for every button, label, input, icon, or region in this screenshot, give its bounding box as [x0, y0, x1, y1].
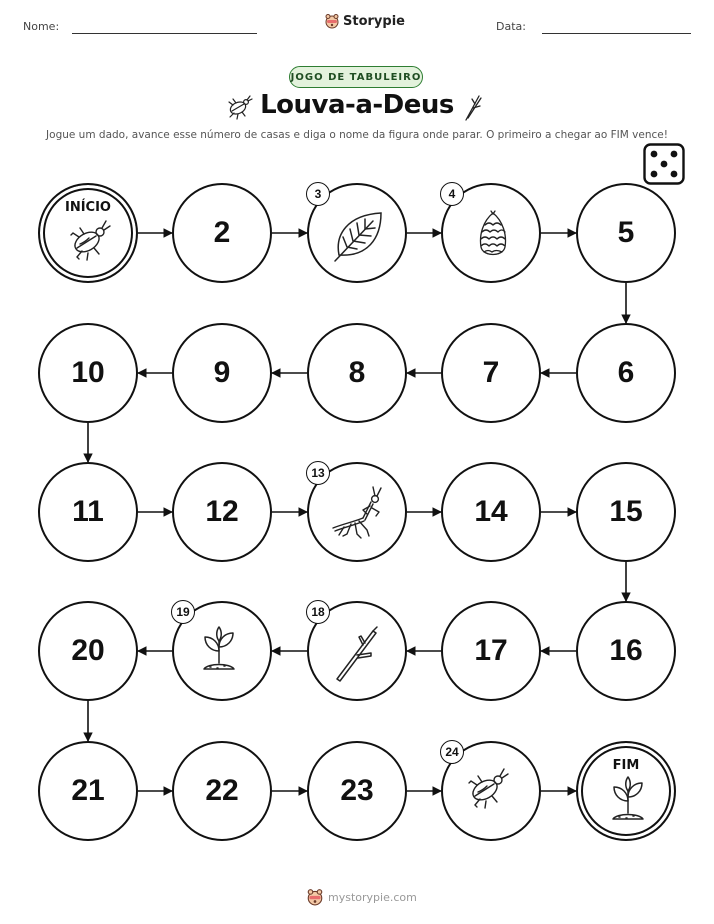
square-number: 17 — [474, 634, 508, 667]
board-square-16[interactable] — [576, 601, 676, 701]
board-square-2[interactable] — [172, 183, 272, 283]
sprout-icon — [194, 623, 244, 673]
finish-square[interactable] — [576, 741, 676, 841]
footer-url[interactable]: mystorypie.com — [328, 890, 417, 904]
square-number-tag: 3 — [306, 182, 330, 206]
beetle-icon — [463, 763, 513, 813]
board-square-8[interactable] — [307, 323, 407, 423]
date-label: Data: — [496, 20, 526, 33]
brand-name: Storypie — [343, 13, 405, 29]
board-square-24[interactable] — [441, 741, 541, 841]
square-picture — [329, 623, 389, 687]
board-square-5[interactable] — [576, 183, 676, 283]
square-number: 9 — [213, 356, 231, 389]
square-number: 7 — [482, 356, 500, 389]
square-number-tag: 19 — [171, 600, 195, 624]
page-title: Louva-a-Deus — [260, 90, 454, 120]
square-number: 22 — [205, 774, 239, 807]
square-picture — [194, 623, 244, 677]
square-number-tag: 4 — [440, 182, 464, 206]
square-number: 11 — [72, 495, 104, 528]
square-number: 20 — [71, 634, 105, 667]
twig-icon — [329, 623, 389, 683]
square-label: FIM — [612, 758, 640, 773]
square-number: 2 — [213, 216, 231, 249]
square-picture — [329, 205, 389, 269]
board-square-23[interactable] — [307, 741, 407, 841]
square-number: 12 — [205, 495, 239, 528]
square-number: 15 — [609, 495, 643, 528]
square-number: 10 — [71, 356, 105, 389]
square-number-tag: 13 — [306, 461, 330, 485]
board-square-15[interactable] — [576, 462, 676, 562]
name-label: Nome: — [23, 20, 60, 33]
instructions-text: Jogue um dado, avance esse número de casas e diga o nome da figura onde parar. O primeiro a chegar ao FIM vence! — [46, 129, 668, 141]
game-type-badge: JOGO DE TABULEIRO — [289, 66, 423, 88]
board-square-4[interactable] — [441, 183, 541, 283]
board-square-10[interactable] — [38, 323, 138, 423]
square-number-tag: 24 — [440, 740, 464, 764]
leaf-icon — [329, 205, 389, 265]
pine-cone-icon — [463, 205, 523, 265]
board-square-18[interactable] — [307, 601, 407, 701]
square-number-tag: 18 — [306, 600, 330, 624]
board-square-20[interactable] — [38, 601, 138, 701]
board-square-12[interactable] — [172, 462, 272, 562]
board-square-6[interactable] — [576, 323, 676, 423]
board-square-17[interactable] — [441, 601, 541, 701]
square-label: INÍCIO — [65, 200, 111, 215]
square-picture — [463, 763, 513, 817]
square-picture — [329, 484, 389, 548]
beetle-icon — [65, 215, 115, 265]
board-square-11[interactable] — [38, 462, 138, 562]
square-number: 5 — [617, 216, 635, 249]
board-square-3[interactable] — [307, 183, 407, 283]
square-picture — [603, 773, 653, 827]
square-picture — [65, 215, 115, 269]
board-square-9[interactable] — [172, 323, 272, 423]
square-number: 14 — [474, 495, 508, 528]
board-square-13[interactable] — [307, 462, 407, 562]
square-picture — [463, 205, 523, 269]
footer — [306, 888, 417, 906]
square-number: 21 — [71, 774, 105, 807]
square-number: 6 — [617, 356, 635, 389]
square-number: 23 — [340, 774, 374, 807]
board-square-7[interactable] — [441, 323, 541, 423]
square-number: 16 — [609, 634, 643, 667]
storypie-mascot-icon — [306, 888, 324, 906]
board-square-22[interactable] — [172, 741, 272, 841]
square-number: 8 — [348, 356, 366, 389]
mantis-icon — [329, 484, 389, 544]
board-square-21[interactable] — [38, 741, 138, 841]
start-square[interactable] — [38, 183, 138, 283]
sprout-icon — [603, 773, 653, 823]
board-square-14[interactable] — [441, 462, 541, 562]
board-square-19[interactable] — [172, 601, 272, 701]
